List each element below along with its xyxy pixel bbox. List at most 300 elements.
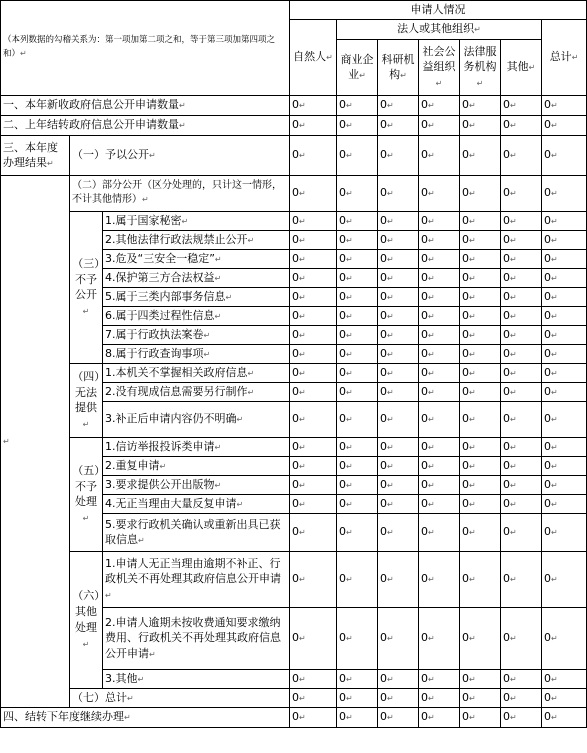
header-social-text: 社会公益组织	[422, 44, 456, 74]
item-g3-5	[103, 287, 290, 306]
value-cell	[501, 607, 542, 669]
value-cell	[378, 325, 419, 344]
return-mark: ↵	[469, 480, 476, 490]
return-mark: ↵	[571, 53, 579, 63]
value-cell	[542, 475, 587, 494]
return-mark: ↵	[299, 442, 306, 452]
value-cell	[378, 382, 419, 401]
return-mark: ↵	[20, 48, 27, 58]
return-mark: ↵	[346, 415, 353, 425]
value-cell-text: 0	[462, 477, 470, 491]
value-cell-text: 0	[380, 439, 388, 453]
return-mark: ↵	[214, 311, 222, 321]
section-1-label	[1, 95, 290, 115]
return-mark: ↵	[469, 254, 476, 264]
value-cell-text: 0	[339, 148, 347, 162]
value-cell	[290, 211, 337, 230]
return-mark: ↵	[469, 292, 476, 302]
return-mark: ↵	[149, 151, 156, 161]
value-cell	[419, 95, 460, 115]
return-mark: ↵	[428, 575, 435, 585]
value-cell-text: 0	[380, 525, 388, 539]
value-cell-text: 0	[503, 289, 511, 303]
item-g5-2-text: 2.重复申请	[105, 458, 160, 472]
return-mark: ↵	[551, 121, 558, 131]
item-g5-3-text: 3.要求提供公开出版物	[105, 477, 215, 491]
value-cell	[290, 513, 337, 551]
value-cell	[542, 135, 587, 175]
return-mark: ↵	[181, 216, 189, 226]
return-mark: ↵	[551, 254, 558, 264]
return-mark: ↵	[299, 311, 306, 321]
value-cell-text: 0	[292, 412, 300, 426]
value-cell-text: 0	[544, 690, 552, 704]
return-mark: ↵	[127, 693, 134, 703]
value-cell-text: 0	[380, 458, 388, 472]
value-cell	[290, 401, 337, 437]
value-cell-text: 0	[421, 327, 429, 341]
value-cell-text: 0	[421, 477, 429, 491]
group-3-label	[70, 211, 103, 363]
header-applicant-text: 申请人情况	[410, 3, 466, 16]
value-cell	[542, 211, 587, 230]
return-mark: ↵	[346, 151, 353, 161]
section-1-label-text: 一、本年新收政府信息公开申请数量	[3, 98, 179, 112]
return-mark: ↵	[510, 101, 517, 111]
return-mark: ↵	[346, 311, 353, 321]
return-mark: ↵	[469, 461, 476, 471]
value-cell	[501, 363, 542, 382]
return-mark: ↵	[326, 53, 333, 63]
table-row	[1, 95, 587, 115]
return-mark: ↵	[346, 189, 353, 199]
group-5-label-text: （五）不予处理	[72, 463, 100, 509]
value-cell	[337, 344, 378, 363]
return-mark: ↵	[346, 634, 353, 644]
header-commercial-text: 商业企业	[340, 52, 374, 82]
value-cell	[501, 325, 542, 344]
value-cell	[337, 135, 378, 175]
value-cell	[290, 344, 337, 363]
value-cell	[542, 249, 587, 268]
value-cell-text: 0	[462, 118, 470, 132]
value-cell-text: 0	[462, 690, 470, 704]
return-mark: ↵	[179, 121, 186, 131]
value-cell	[460, 344, 501, 363]
table-row	[1, 437, 587, 456]
return-mark: ↵	[387, 674, 394, 684]
value-cell	[419, 669, 460, 688]
return-mark: ↵	[299, 480, 306, 490]
return-mark: ↵	[299, 254, 306, 264]
return-mark: ↵	[346, 499, 353, 509]
value-cell	[290, 306, 337, 325]
value-cell	[337, 456, 378, 475]
value-cell-text: 0	[503, 458, 511, 472]
return-mark: ↵	[299, 713, 306, 723]
value-cell	[460, 287, 501, 306]
return-mark: ↵	[551, 216, 558, 226]
return-mark: ↵	[551, 101, 558, 111]
value-cell-text: 0	[339, 384, 347, 398]
value-cell-text: 0	[380, 148, 388, 162]
return-mark: ↵	[469, 713, 476, 723]
return-mark: ↵	[428, 121, 435, 131]
return-mark: ↵	[428, 101, 435, 111]
value-cell	[460, 95, 501, 115]
header-note	[1, 1, 290, 96]
value-cell	[501, 382, 542, 401]
item-g3-6-text: 6.属于四类过程性信息	[105, 308, 215, 322]
return-mark: ↵	[469, 674, 476, 684]
value-cell	[290, 551, 337, 607]
value-cell-text: 0	[421, 346, 429, 360]
value-cell	[501, 344, 542, 363]
return-mark: ↵	[387, 189, 394, 199]
value-cell-text: 0	[339, 439, 347, 453]
value-cell-text: 0	[421, 289, 429, 303]
value-cell-text: 0	[292, 671, 300, 685]
item-g6-2-text: 2.申请人逾期未按收费通知要求缴纳费用、行政机关不再处理其政府信息公开申请	[105, 615, 281, 661]
value-cell-text: 0	[339, 572, 347, 586]
item-g3-7-text: 7.属于行政执法案卷	[105, 327, 204, 341]
value-cell-text: 0	[462, 496, 470, 510]
header-natural-text: 自然人	[293, 50, 327, 64]
value-cell-text: 0	[544, 671, 552, 685]
value-cell-text: 0	[503, 270, 511, 284]
item-g3-8-text: 8.属于行政查询事项	[105, 346, 204, 360]
value-cell-text: 0	[292, 365, 300, 379]
value-cell-text: 0	[339, 186, 347, 200]
table-row	[1, 688, 587, 707]
value-cell-text: 0	[503, 384, 511, 398]
value-cell-text: 0	[421, 439, 429, 453]
item-g3-8	[103, 344, 290, 363]
return-mark: ↵	[510, 528, 517, 538]
value-cell	[378, 456, 419, 475]
return-mark: ↵	[387, 693, 394, 703]
return-mark: ↵	[469, 634, 476, 644]
return-mark: ↵	[510, 235, 517, 245]
return-mark: ↵	[510, 634, 517, 644]
return-mark: ↵	[551, 189, 558, 199]
return-mark: ↵	[346, 273, 353, 283]
return-mark: ↵	[510, 330, 517, 340]
value-cell	[378, 115, 419, 135]
return-mark: ↵	[510, 311, 517, 321]
value-cell-text: 0	[292, 384, 300, 398]
value-cell-text: 0	[462, 458, 470, 472]
return-mark: ↵	[299, 693, 306, 703]
return-mark: ↵	[138, 536, 145, 546]
value-cell	[337, 382, 378, 401]
value-cell	[378, 306, 419, 325]
value-cell	[337, 115, 378, 135]
item-g5-1	[103, 437, 290, 456]
value-cell-text: 0	[544, 232, 552, 246]
value-cell	[378, 494, 419, 513]
return-mark: ↵	[428, 151, 435, 161]
header-total	[542, 19, 587, 95]
return-mark: ↵	[247, 387, 255, 397]
value-cell-text: 0	[503, 631, 511, 645]
return-mark: ↵	[387, 499, 394, 509]
value-cell-text: 0	[503, 690, 511, 704]
value-cell	[460, 135, 501, 175]
return-mark: ↵	[551, 674, 558, 684]
value-cell	[501, 287, 542, 306]
value-cell-text: 0	[421, 496, 429, 510]
group-7-label	[70, 688, 290, 707]
value-cell-text: 0	[544, 496, 552, 510]
value-cell-text: 0	[544, 525, 552, 539]
value-cell-text: 0	[421, 251, 429, 265]
return-mark: ↵	[428, 415, 435, 425]
value-cell-text: 0	[380, 270, 388, 284]
value-cell	[378, 363, 419, 382]
value-cell	[378, 669, 419, 688]
value-cell	[419, 437, 460, 456]
table-row	[1, 707, 587, 727]
return-mark: ↵	[428, 311, 435, 321]
value-cell-text: 0	[292, 346, 300, 360]
header-social	[419, 39, 460, 95]
value-cell	[419, 344, 460, 363]
value-cell	[337, 513, 378, 551]
return-mark: ↵	[47, 159, 54, 169]
value-cell-text: 0	[544, 186, 552, 200]
value-cell	[290, 456, 337, 475]
value-cell	[419, 249, 460, 268]
group-6-label-text: （六）其他处理	[72, 589, 100, 634]
value-cell-text: 0	[421, 710, 429, 724]
return-mark: ↵	[510, 368, 517, 378]
value-cell	[419, 401, 460, 437]
group-7-label-text: （七）总计	[72, 690, 127, 704]
value-cell-text: 0	[380, 251, 388, 265]
value-cell-text: 0	[544, 213, 552, 227]
value-cell	[378, 607, 419, 669]
value-cell-text: 0	[380, 496, 388, 510]
value-cell	[290, 135, 337, 175]
return-mark: ↵	[510, 461, 517, 471]
return-mark: ↵	[476, 79, 484, 89]
return-mark: ↵	[551, 528, 558, 538]
value-cell	[460, 382, 501, 401]
value-cell	[290, 249, 337, 268]
return-mark: ↵	[299, 151, 306, 161]
return-mark: ↵	[299, 461, 306, 471]
value-cell	[337, 363, 378, 382]
value-cell-text: 0	[339, 251, 347, 265]
header-note-text: （本列数据的勾稽关系为：第一项加第二项之和，等于第三项加第四项之和）	[3, 35, 276, 59]
return-mark: ↵	[346, 528, 353, 538]
value-cell-text: 0	[380, 98, 388, 112]
return-mark: ↵	[387, 461, 394, 471]
value-cell-text: 0	[339, 458, 347, 472]
item-g4-2-text: 2.没有现成信息需要另行制作	[105, 384, 248, 398]
value-cell-text: 0	[339, 270, 347, 284]
section-2-label-text: 二、上年结转政府信息公开申请数量	[3, 118, 179, 132]
value-cell	[378, 513, 419, 551]
value-cell-text: 0	[380, 346, 388, 360]
return-mark: ↵	[551, 693, 558, 703]
value-cell-text: 0	[339, 308, 347, 322]
return-mark: ↵	[428, 387, 435, 397]
return-mark: ↵	[299, 499, 306, 509]
table-row	[1, 363, 587, 382]
value-cell	[460, 363, 501, 382]
value-cell	[378, 175, 419, 211]
value-cell	[290, 494, 337, 513]
return-mark: ↵	[551, 273, 558, 283]
item-g5-1-text: 1.信访举报投诉类申请	[105, 439, 215, 453]
item-g4-1-text: 1.本机关不掌握相关政府信息	[105, 365, 248, 379]
value-cell	[290, 607, 337, 669]
return-mark: ↵	[346, 674, 353, 684]
return-mark: ↵	[82, 307, 90, 317]
return-mark: ↵	[428, 461, 435, 471]
value-cell	[542, 325, 587, 344]
value-cell	[501, 513, 542, 551]
return-mark: ↵	[299, 189, 306, 199]
value-cell	[378, 437, 419, 456]
value-cell	[337, 211, 378, 230]
table-row	[1, 115, 587, 135]
value-cell	[337, 707, 378, 727]
value-cell	[460, 306, 501, 325]
return-mark: ↵	[428, 349, 435, 359]
value-cell-text: 0	[462, 232, 470, 246]
value-cell	[419, 607, 460, 669]
value-cell-text: 0	[421, 525, 429, 539]
value-cell-text: 0	[380, 384, 388, 398]
return-mark: ↵	[469, 189, 476, 199]
value-cell	[290, 325, 337, 344]
return-mark: ↵	[469, 442, 476, 452]
value-cell	[542, 115, 587, 135]
item-g3-2	[103, 230, 290, 249]
return-mark: ↵	[551, 499, 558, 509]
return-mark: ↵	[551, 415, 558, 425]
return-mark: ↵	[236, 499, 244, 509]
item-g6-1-text: 1.申请人无正当理由逾期不补正、行政机关不再处理其政府信息公开申请	[105, 556, 281, 586]
table-row	[1, 211, 587, 230]
value-cell	[290, 230, 337, 249]
header-legal-service	[460, 39, 501, 95]
value-cell	[460, 669, 501, 688]
item-g4-3-text: 3.补正后申请内容仍不明确	[105, 412, 237, 426]
header-other	[501, 39, 542, 95]
value-cell-text: 0	[380, 289, 388, 303]
section-4-label	[1, 707, 290, 727]
return-mark: ↵	[346, 235, 353, 245]
value-cell-text: 0	[503, 346, 511, 360]
value-cell-text: 0	[421, 412, 429, 426]
value-cell-text: 0	[292, 496, 300, 510]
return-mark: ↵	[387, 101, 394, 111]
value-cell-text: 0	[462, 384, 470, 398]
group-1-label	[70, 135, 290, 175]
return-mark: ↵	[299, 292, 306, 302]
value-cell	[419, 382, 460, 401]
value-cell-text: 0	[503, 412, 511, 426]
item-g3-7	[103, 325, 290, 344]
value-cell	[419, 287, 460, 306]
value-cell	[542, 401, 587, 437]
return-mark: ↵	[387, 121, 394, 131]
value-cell	[501, 401, 542, 437]
return-mark: ↵	[551, 349, 558, 359]
value-cell	[290, 688, 337, 707]
value-cell-text: 0	[380, 118, 388, 132]
value-cell	[290, 707, 337, 727]
return-mark: ↵	[387, 528, 394, 538]
value-cell-text: 0	[292, 118, 300, 132]
return-mark: ↵	[428, 634, 435, 644]
return-mark: ↵	[510, 254, 517, 264]
value-cell-text: 0	[503, 477, 511, 491]
value-cell-text: 0	[462, 671, 470, 685]
header-research	[378, 39, 419, 95]
return-mark: ↵	[137, 674, 145, 684]
value-cell-text: 0	[544, 412, 552, 426]
return-mark: ↵	[214, 254, 222, 264]
value-cell-text: 0	[292, 477, 300, 491]
value-cell-text: 0	[503, 213, 511, 227]
group-1-label-text: （一）予以公开	[72, 148, 149, 162]
value-cell-text: 0	[544, 118, 552, 132]
value-cell-text: 0	[292, 251, 300, 265]
value-cell	[460, 551, 501, 607]
value-cell-text: 0	[339, 525, 347, 539]
value-cell	[378, 249, 419, 268]
value-cell	[460, 211, 501, 230]
value-cell-text: 0	[503, 525, 511, 539]
value-cell-text: 0	[421, 690, 429, 704]
value-cell	[419, 475, 460, 494]
return-mark: ↵	[469, 101, 476, 111]
value-cell-text: 0	[544, 384, 552, 398]
return-mark: ↵	[299, 674, 306, 684]
value-cell-text: 0	[421, 270, 429, 284]
return-mark: ↵	[551, 235, 558, 245]
value-cell	[501, 306, 542, 325]
group-5-label	[70, 437, 103, 551]
return-mark: ↵	[428, 189, 435, 199]
value-cell	[337, 249, 378, 268]
value-cell-text: 0	[462, 710, 470, 724]
value-cell	[378, 211, 419, 230]
return-mark: ↵	[510, 415, 517, 425]
value-cell-text: 0	[380, 232, 388, 246]
value-cell-text: 0	[339, 346, 347, 360]
value-cell	[501, 230, 542, 249]
value-cell-text: 0	[503, 365, 511, 379]
item-g5-3	[103, 475, 290, 494]
return-mark: ↵	[299, 330, 306, 340]
return-mark: ↵	[203, 330, 211, 340]
return-mark: ↵	[400, 71, 407, 81]
value-cell-text: 0	[462, 412, 470, 426]
value-cell	[501, 494, 542, 513]
item-g3-5-text: 5.属于三类内部事务信息	[105, 289, 226, 303]
value-cell-text: 0	[380, 710, 388, 724]
value-cell	[460, 513, 501, 551]
value-cell	[337, 287, 378, 306]
item-g6-3-text: 3.其他	[105, 671, 138, 685]
value-cell-text: 0	[462, 631, 470, 645]
